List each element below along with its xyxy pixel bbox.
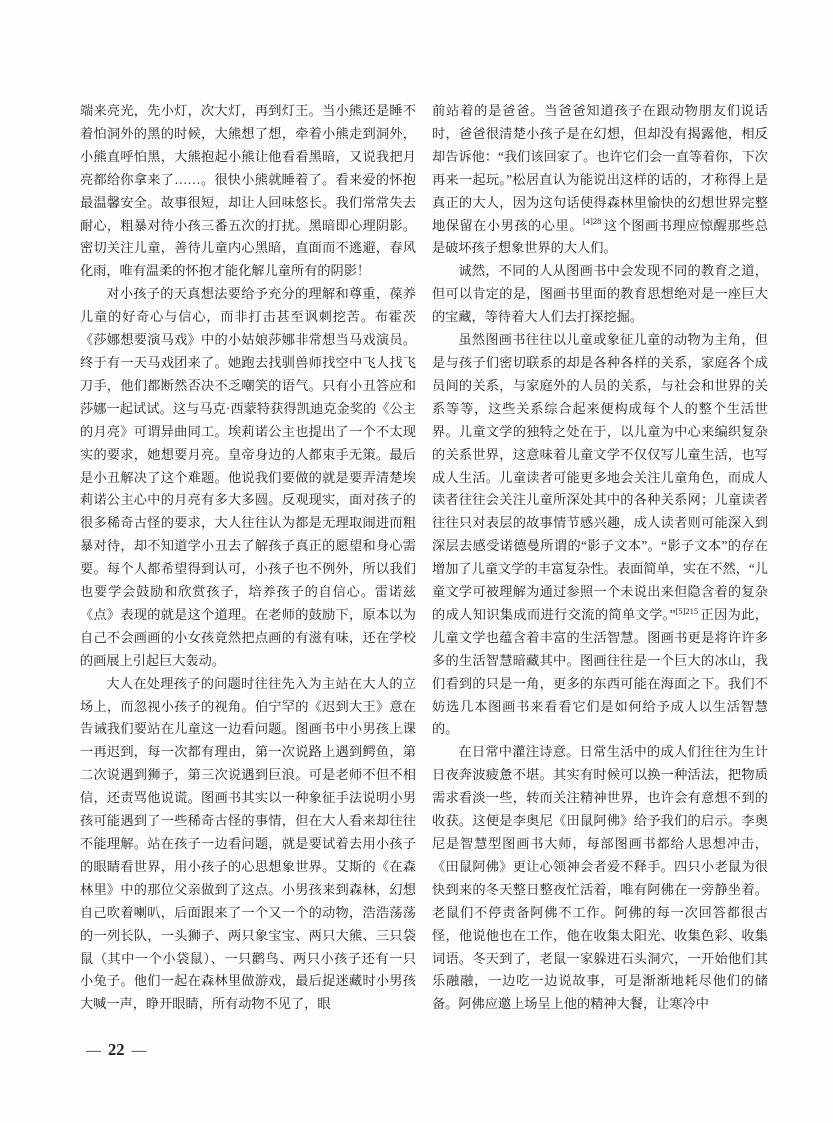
page-number-value: 22: [108, 1040, 125, 1059]
paragraph-text: 正因为此，儿童文学也蕴含着丰富的生活智慧。图画书更是将许许多多的生活智慧暗藏其中。图画往往是一个巨大的冰山，我们看到的只是一角，更多的东西可能在海面之下。我们不妨选几本图画书来看看它们是如何给予成人以生活智慧的。: [432, 606, 768, 737]
paragraph-left-2: 对小孩子的天真想法要给予充分的理解和尊重，葆养儿童的好奇心与信心，而非打击甚至讽刺挖苦。布霍茨《莎娜想要演马戏》中的小姑娘莎娜非常想当马戏演员。终于有一天马戏团来了。她跑去找驯兽师找空中飞人找飞刀手，他们都断然否决不乏嘲笑的语气。只有小丑答应和莎娜一起试试。这与马克·西蒙特获得凯迪克金奖的《公主的月亮》可谓异曲同工。埃莉诺公主也提出了一个不太现实的要求，她想要月亮。皇帝身边的人都束手无策。最后是小丑解决了这个难题。他说我们要做的就是要弄清楚埃莉诺公主心中的月亮有多大多圆。反观现实，面对孩子的很多稀奇古怪的要求，大人往往认为都是无理取闹进而粗暴对待，却不知道学小丑去了解孩子真正的愿望和身心需要。每个人都希望得到认可，小孩子也不例外，所以我们也要学会鼓励和欣赏孩子，培养孩子的自信心。雷诺兹《点》表现的就是这个道理。在老师的鼓励下，原本以为自己不会画画的小女孩竟然把点画的有滋有味，还在学校的画展上引起巨大轰动。: [80, 286, 416, 668]
two-column-text-block: [80, 100, 768, 1016]
citation-reference-4: [4]28: [582, 216, 602, 227]
paragraph-text: 这个图画书理应惊醒那些总是破坏孩子想象世界的大人们。: [432, 217, 769, 256]
paragraph-right-4: 在日常中灌注诗意。日常生活中的成人们往往为生计日夜奔波疲惫不堪。其实有时候可以换一种活法，把物质需求看淡一些，转而关注精神世界，也许会有意想不到的收获。这便是李奥尼《田鼠阿佛》给予我们的启示。李奥尼是智慧型图画书大师，每部图画书都给人思想冲击，《田鼠阿佛》更让心领神会者爱不释手。四只小老鼠为很快到来的冬天整日整夜忙活着，唯有阿佛在一旁静坐着。老鼠们不停责备阿佛不工作。阿佛的每一次回答都很古怪，他说他也在工作，他在收集太阳光、收集色彩、收集词语。冬天到了，老鼠一家躲进石头洞穴，一开始他们其乐融融，一边吃一边说故事，可是渐渐地耗尽他们的储备。阿佛应邀上场呈上他的精神大餐，让寒冷中: [432, 744, 768, 1012]
paragraph-right-2: 诚然，不同的人从图画书中会发现不同的教育之道，但可以肯定的是，图画书里面的教育思想绝对是一座巨大的宝藏，等待着大人们去打探挖掘。: [432, 263, 768, 325]
paragraph-text: 虽然图画书往往以儿童或象征儿童的动物为主角，但是与孩子们密切联系的却是各种各样的关系，家庭各个成员间的关系，与家庭外的人员的关系，与社会和世界的关系等等，这些关系综合起来便构成每个人的整个生活世界。儿童文学的独特之处在于，以儿童为中心来编织复杂的关系世界，这意味着儿童文学不仅仅写儿童生活，也写成人生活。儿童读者可能更多地会关注儿童角色，而成人读者往往会关注儿童所深处其中的各种关系网；儿童读者往往只对表层的故事情节感兴趣，成人读者则可能深入到深层去感受诺德曼所谓的“影子文本”。“影子文本”的存在增加了儿童文学的丰富复杂性。表面简单，实在不然，“儿童文学可被理解为通过参照一个未说出来但隐含着的复杂的成人知识集成而进行交流的简单文学。”: [432, 332, 768, 622]
paragraph-left-3: 大人在处理孩子的问题时往往先入为主站在大人的立场上，而忽视小孩子的视角。伯宁罕的《迟到大王》意在告诫我们要站在儿童这一边看问题。图画书中小男孩上课一再迟到，每一次都有理由，第一次说路上遇到鳄鱼，第二次说遇到狮子，第三次说遇到巨浪。可是老师不但不相信，还责骂他说谎。图画书其实以一种象征手法说明小男孩可能遇到了一些稀奇古怪的事情，但在大人看来却往往不能理解。站在孩子一边看问题，就是要试着去用小孩子的眼睛看世界，用小孩子的心思想象世界。艾斯的《在森林里》中的那位父亲做到了这点。小男孩来到森林，幻想自己吹着喇叭，后面跟来了一个又一个的动物，浩浩荡荡的一列长队，一头狮子、两只象宝宝、两只大熊、三只袋鼠（其中一个小袋鼠）、一只鹳鸟、两只小孩子还有一只小兔子。他们一起在森林里做游戏，最后捉迷藏时小男孩大喊一声，睁开眼睛，所有动物不见了，眼: [80, 675, 416, 1012]
paragraph-text: 前站着的是爸爸。当爸爸知道孩子在跟动物朋友们说话时，爸爸很清楚小孩子是在幻想，但却没有揭露他，相反却告诉他：“我们该回家了。也许它们会一直等着你，下次再来一起玩。”松居直认为能说出这样的话的，才称得上是真正的大人，因为这句话使得森林里愉快的幻想世界完整地保留在小男孩的心里。: [432, 103, 768, 233]
paragraph-right-3: [432, 329, 768, 741]
citation-reference-5: [5]215: [675, 605, 699, 616]
page-number-left-dash: —: [86, 1043, 101, 1059]
page-number-right-dash: —: [131, 1043, 147, 1059]
paragraph-right-1: [432, 100, 768, 260]
left-column: [80, 100, 416, 1016]
paragraph-left-1: 端来亮光，先小灯，次大灯，再到灯王。当小熊还是睡不着怕洞外的黑的时候，大熊想了想，牵着小熊走到洞外，小熊直呼怕黑，大熊抱起小熊让他看看黑暗，又说我把月亮都给你拿来了……。很快小熊就睡着了。看来爱的怀抱最温馨安全。故事很短，却让人回味悠长。我们常常失去耐心，粗暴对待小孩三番五次的打扰。黑暗即心理阴影。密切关注儿童，善待儿童内心黑暗，直面而不逃避，春风化雨，唯有温柔的怀抱才能化解儿童所有的阴影！: [80, 103, 416, 279]
page-number: [86, 1040, 147, 1060]
right-column: [432, 100, 768, 1016]
